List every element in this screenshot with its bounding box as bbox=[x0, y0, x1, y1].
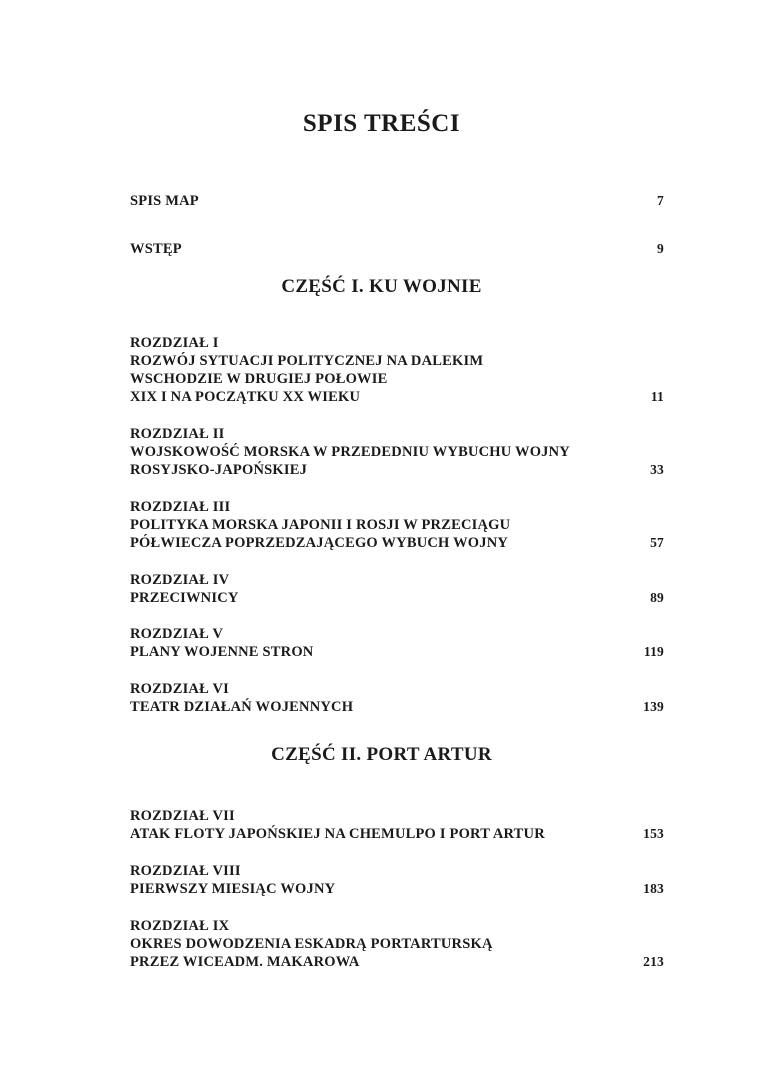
chapter-number: ROZDZIAŁ IX bbox=[130, 918, 230, 934]
toc-chapter-5[interactable] bbox=[130, 625, 664, 661]
chapter-title-line: POLITYKA MORSKA JAPONII I ROSJI W PRZECIĄGU bbox=[130, 517, 511, 533]
chapter-number: ROZDZIAŁ III bbox=[130, 499, 231, 515]
chapter-title-line: PRZECIWNICY bbox=[130, 590, 239, 606]
chapter-number: ROZDZIAŁ IV bbox=[130, 572, 230, 588]
chapter-title-line: WOJSKOWOŚĆ MORSKA W PRZEDEDNIU WYBUCHU WOJNY bbox=[130, 444, 570, 460]
page-number: 57 bbox=[650, 535, 664, 550]
page-number: 7 bbox=[657, 193, 664, 208]
chapter-number: ROZDZIAŁ I bbox=[130, 335, 219, 351]
chapter-number: ROZDZIAŁ VIII bbox=[130, 863, 241, 879]
chapter-title-line: PIERWSZY MIESIĄC WOJNY bbox=[130, 881, 336, 897]
chapter-number: ROZDZIAŁ II bbox=[130, 426, 225, 442]
chapter-number: ROZDZIAŁ V bbox=[130, 626, 224, 642]
page-number: 119 bbox=[643, 644, 664, 659]
chapter-title-line: ROSYJSKO-JAPOŃSKIEJ bbox=[130, 462, 308, 478]
part-title-1: CZĘŚĆ I. KU WOJNIE bbox=[281, 276, 482, 297]
entry-line: WSTĘP bbox=[130, 241, 182, 257]
chapter-title-line: PLANY WOJENNE STRON bbox=[130, 644, 314, 660]
chapter-title-line: TEATR DZIAŁAŃ WOJENNYCH bbox=[130, 699, 354, 715]
toc-chapter-9[interactable] bbox=[130, 917, 664, 971]
toc-entry-wstep[interactable] bbox=[130, 240, 664, 258]
toc-chapter-2[interactable] bbox=[130, 425, 664, 479]
toc-chapter-1[interactable] bbox=[130, 334, 664, 406]
entry-line: SPIS MAP bbox=[130, 193, 199, 209]
page-number: 183 bbox=[643, 881, 664, 896]
page-number: 9 bbox=[657, 241, 664, 256]
page-number: 33 bbox=[650, 462, 664, 477]
chapter-number: ROZDZIAŁ VI bbox=[130, 681, 230, 697]
toc-chapter-3[interactable] bbox=[130, 498, 664, 552]
part-title-2: CZĘŚĆ II. PORT ARTUR bbox=[271, 744, 492, 765]
page-number: 89 bbox=[650, 590, 664, 605]
chapter-title-line: ROZWÓJ SYTUACJI POLITYCZNEJ NA DALEKIM bbox=[130, 353, 484, 369]
page-number: 11 bbox=[650, 389, 664, 404]
toc-entry-spis-map[interactable] bbox=[130, 192, 664, 210]
chapter-title-line: ATAK FLOTY JAPOŃSKIEJ NA CHEMULPO I PORT ARTUR bbox=[130, 826, 545, 842]
page-number: 153 bbox=[643, 826, 664, 841]
chapter-title-line: OKRES DOWODZENIA ESKADRĄ PORTARTURSKĄ bbox=[130, 936, 493, 952]
toc-chapter-8[interactable] bbox=[130, 862, 664, 898]
toc-chapter-6[interactable] bbox=[130, 680, 664, 716]
chapter-title-line: XIX I NA POCZĄTKU XX WIEKU bbox=[130, 389, 361, 405]
chapter-title-line: WSCHODZIE W DRUGIEJ POŁOWIE bbox=[130, 371, 388, 387]
chapter-title-line: PÓŁWIECZA POPRZEDZAJĄCEGO WYBUCH WOJNY bbox=[130, 535, 509, 551]
page-title: SPIS TREŚCI bbox=[302, 110, 461, 137]
page-number: 213 bbox=[643, 954, 664, 969]
chapter-number: ROZDZIAŁ VII bbox=[130, 808, 235, 824]
toc-chapter-4[interactable] bbox=[130, 571, 664, 607]
page-number: 139 bbox=[643, 699, 664, 714]
chapter-title-line: PRZEZ WICEADM. MAKAROWA bbox=[130, 954, 360, 970]
toc-chapter-7[interactable] bbox=[130, 807, 664, 843]
